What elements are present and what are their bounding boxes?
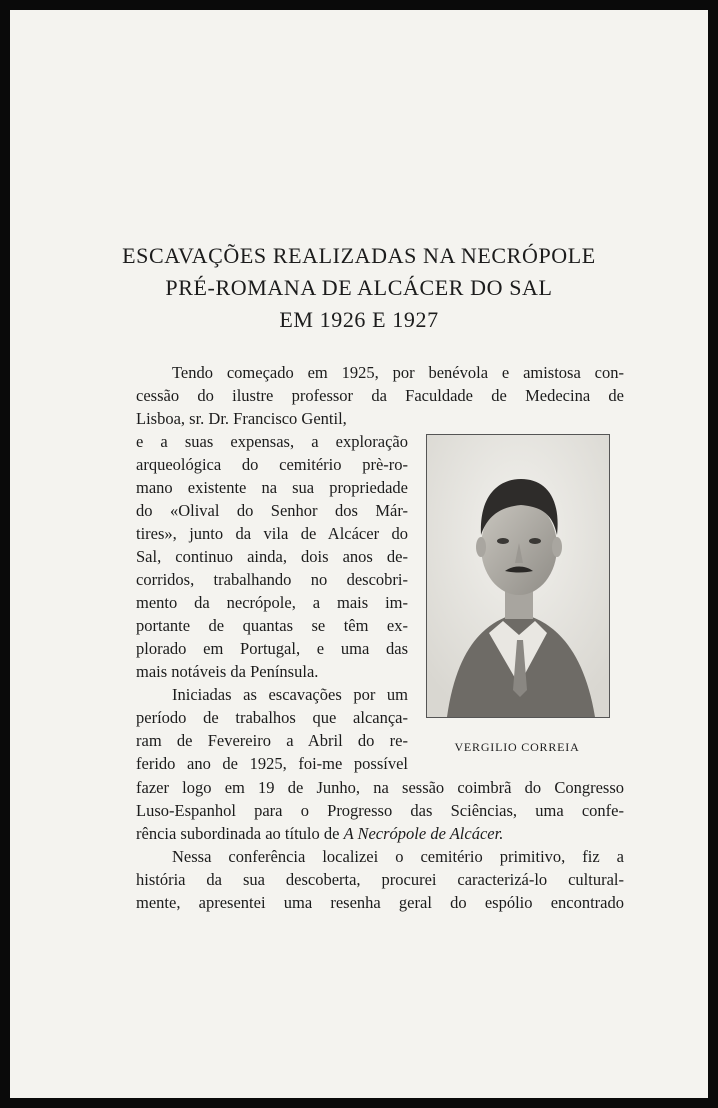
body-line: Nessa conferência localizei o cemitério primitivo, fiz a <box>172 847 624 866</box>
body-line: ferido ano de 1925, foi-me possível <box>136 754 408 773</box>
portrait-photo <box>426 434 610 718</box>
body-line: Sal, continuo ainda, dois anos de- <box>136 547 408 566</box>
title-line-2: PRÉ-ROMANA DE ALCÁCER DO SAL <box>165 275 553 300</box>
title-line-1: ESCAVAÇÕES REALIZADAS NA NECRÓPOLE <box>122 243 596 268</box>
body-line: ram de Fevereiro a Abril do re- <box>136 731 408 750</box>
body-line: corridos, trabalhando no descobri- <box>136 570 408 589</box>
body-line: mento da necrópole, a mais im- <box>136 593 408 612</box>
body-line: Tendo começado em 1925, por benévola e amistosa con- <box>172 363 624 382</box>
photo-caption: VERGILIO CORREIA <box>454 740 580 754</box>
body-line <box>136 823 624 845</box>
body-line: fazer logo em 19 de Junho, na sessão coimbrã do Congresso <box>136 778 624 797</box>
title-line-3: EM 1926 E 1927 <box>279 307 439 332</box>
document-page <box>10 10 708 1098</box>
body-line: do «Olival do Senhor dos Már- <box>136 501 408 520</box>
body-line: Iniciadas as escavações por um <box>172 685 408 704</box>
body-line: tires», junto da vila de Alcácer do <box>136 524 408 543</box>
body-line: plorado em Portugal, e uma das <box>136 639 408 658</box>
body-line: Luso-Espanhol para o Progresso das Sciências, uma confe- <box>136 801 624 820</box>
body-line: história da sua descoberta, procurei caracterizá-lo cultural- <box>136 870 624 889</box>
body-line: portante de quantas se têm ex- <box>136 616 408 635</box>
body-line: Lisboa, sr. Dr. Francisco Gentil, <box>136 409 347 428</box>
body-line: período de trabalhos que alcança- <box>136 708 408 727</box>
body-line: mano existente na sua propriedade <box>136 478 408 497</box>
italic-work-title: A Necrópole de Alcácer. <box>343 824 504 843</box>
body-line: cessão do ilustre professor da Faculdade de Medecina de <box>136 386 624 405</box>
body-line-text: rência subordinada ao título de <box>136 824 344 843</box>
body-line: mente, apresentei uma resenha geral do espólio encontrado <box>136 893 624 912</box>
body-line: mais notáveis da Península. <box>136 662 319 681</box>
body-line: e a suas expensas, a exploração <box>136 432 408 451</box>
portrait-illustration <box>427 435 609 717</box>
body-line: arqueológica do cemitério prè-ro- <box>136 455 408 474</box>
